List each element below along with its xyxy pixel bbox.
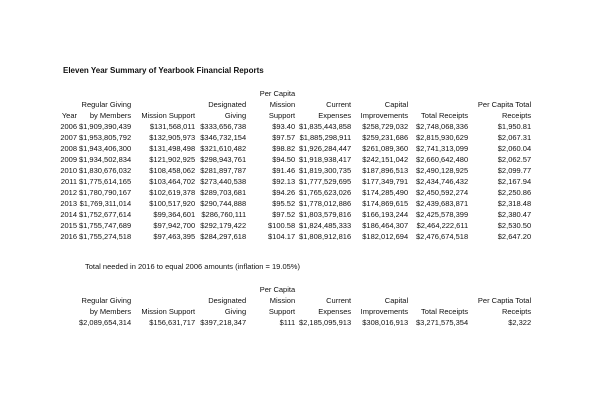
table-cell: $2,490,128,925 (416, 166, 469, 175)
table-cell: $97,463,395 (153, 232, 196, 241)
table-cell: $273,440,538 (200, 177, 247, 186)
column-header: Improvements (360, 111, 409, 120)
header-row (52, 306, 533, 317)
table-cell: $94.26 (272, 188, 296, 197)
table-cell: $242,151,042 (362, 155, 409, 164)
table-cell: $259,231,686 (362, 133, 409, 142)
table-cell: $108,458,062 (149, 166, 196, 175)
table-cell: 2012 (60, 188, 77, 197)
table-cell: $100,517,920 (149, 199, 196, 208)
table-cell: $1,885,298,911 (299, 133, 352, 142)
table-cell: $1,830,676,032 (79, 166, 132, 175)
column-header: Mission (269, 100, 296, 109)
column-header: Receipts (501, 111, 532, 120)
column-header: Per Capita Total (477, 100, 532, 109)
column-header: Improvements (360, 307, 409, 316)
column-header: Expenses (318, 307, 352, 316)
table-cell: $174,869,615 (362, 199, 409, 208)
table-cell: 2014 (60, 210, 77, 219)
table-cell: $3,271,575,354 (416, 318, 469, 327)
table-cell: $2,450,592,274 (416, 188, 469, 197)
column-header (133, 88, 197, 99)
table-cell: $1,780,790,167 (79, 188, 132, 197)
table-row (52, 231, 533, 242)
table-cell: $2,380.47 (497, 210, 532, 219)
column-header: Giving (224, 307, 247, 316)
table-row (52, 187, 533, 198)
table-cell: $177,349,791 (362, 177, 409, 186)
table-cell: $2,425,578,399 (416, 210, 469, 219)
table-cell: $2,434,746,432 (416, 177, 469, 186)
table-cell: $1,824,485,333 (299, 221, 352, 230)
table-cell: $1,769,311,014 (79, 199, 132, 208)
table-row (52, 209, 533, 220)
table-body (52, 317, 533, 328)
table-row (52, 165, 533, 176)
table-body (52, 121, 533, 242)
table-cell: $95.52 (272, 199, 296, 208)
table-cell: $1,950.81 (497, 122, 532, 131)
column-header: Current (326, 296, 352, 305)
column-header: Total Receipts (421, 307, 469, 316)
table-cell: 2011 (60, 177, 77, 186)
table-cell: $103,464,702 (149, 177, 196, 186)
column-header (197, 88, 248, 99)
column-header (52, 284, 79, 295)
column-header: Year (61, 111, 77, 120)
table-cell: 2006 (60, 122, 77, 131)
table-cell: $2,748,068,336 (416, 122, 469, 131)
table-cell: $1,943,406,300 (79, 144, 132, 153)
table-cell: $1,808,912,816 (299, 232, 352, 241)
table-cell: $292,179,422 (200, 221, 247, 230)
column-header (410, 295, 470, 306)
table-cell: $1,835,443,858 (299, 122, 352, 131)
header-row (52, 295, 533, 306)
column-header: Capital (384, 296, 409, 305)
table-cell: $156,631,717 (149, 318, 196, 327)
table-cell: $91.46 (272, 166, 296, 175)
table-cell: $99,364,601 (153, 210, 196, 219)
table-cell: $2,815,930,629 (416, 133, 469, 142)
column-header: Mission Support (141, 307, 196, 316)
table-cell: $132,905,973 (149, 133, 196, 142)
column-header: Per Captia Total (477, 296, 532, 305)
table-cell: $97.57 (272, 133, 296, 142)
table-cell: $131,568,011 (149, 122, 196, 131)
column-header (353, 284, 410, 295)
table-cell: $1,778,012,886 (299, 199, 352, 208)
table-cell: $1,755,747,689 (79, 221, 132, 230)
column-header (52, 295, 79, 306)
inflation-adjusted-table (52, 284, 533, 328)
column-header: Regular Giving (81, 296, 132, 305)
column-header: by Members (89, 111, 132, 120)
table-cell: $2,060.04 (497, 144, 532, 153)
table-cell: 2016 (60, 232, 77, 241)
table-cell: $1,765,623,026 (299, 188, 352, 197)
table-row (52, 317, 533, 328)
table-cell: $97,942,700 (153, 221, 196, 230)
table-cell: $1,926,284,447 (299, 144, 352, 153)
table-row (52, 132, 533, 143)
table-cell: $1,755,274,518 (79, 232, 132, 241)
column-header (353, 88, 410, 99)
table-cell: $131,498,498 (149, 144, 196, 153)
yearly-summary-table (52, 88, 533, 242)
table-cell: 2015 (60, 221, 77, 230)
table-cell: $290,744,888 (200, 199, 247, 208)
column-header: Per Capita (259, 89, 296, 98)
table-cell: $308,016,913 (362, 318, 409, 327)
column-header: Receipts (501, 307, 532, 316)
column-header (470, 88, 533, 99)
column-header (470, 284, 533, 295)
table-cell: $104.17 (268, 232, 296, 241)
table-cell: $261,089,360 (362, 144, 409, 153)
header-row (52, 110, 533, 121)
column-header (79, 284, 133, 295)
column-header (410, 99, 470, 110)
table-cell: $111 (279, 318, 296, 327)
table-cell: $281,897,787 (200, 166, 247, 175)
column-header: Regular Giving (81, 100, 132, 109)
column-header (79, 88, 133, 99)
table-cell: $284,297,618 (200, 232, 247, 241)
table-cell: $333,656,738 (200, 122, 247, 131)
table-cell: $2,530.50 (497, 221, 532, 230)
column-header: Mission Support (141, 111, 196, 120)
table-cell: $1,819,300,735 (299, 166, 352, 175)
column-header (297, 284, 353, 295)
table-cell: $289,703,681 (200, 188, 247, 197)
column-header: Support (268, 111, 296, 120)
column-header (52, 99, 79, 110)
table-cell: $258,729,032 (362, 122, 409, 131)
column-header (410, 88, 470, 99)
table-cell: $2,660,642,480 (416, 155, 469, 164)
table-cell: $1,775,614,165 (79, 177, 132, 186)
table-cell: $2,318.48 (497, 199, 532, 208)
column-header (297, 88, 353, 99)
column-header: Mission (269, 296, 296, 305)
table-cell: $1,777,529,695 (299, 177, 352, 186)
table-cell: $186,464,307 (362, 221, 409, 230)
table-cell: $182,012,694 (362, 232, 409, 241)
table-cell: $2,476,674,518 (416, 232, 469, 241)
column-header (133, 284, 197, 295)
table-cell: $1,918,938,417 (299, 155, 352, 164)
table-header (52, 88, 533, 121)
table-row (52, 121, 533, 132)
table-cell: $298,943,761 (200, 155, 247, 164)
column-header: Per Capita (259, 285, 296, 294)
column-header (197, 284, 248, 295)
table-row (52, 143, 533, 154)
table-cell: 2008 (60, 144, 77, 153)
column-header (133, 295, 197, 306)
table-cell: $1,803,579,816 (299, 210, 352, 219)
column-header: Expenses (318, 111, 352, 120)
table-cell: $97.52 (272, 210, 296, 219)
table-cell: $1,909,390,439 (79, 122, 132, 131)
table-cell: $2,067.31 (497, 133, 532, 142)
table-cell: $2,167.94 (497, 177, 532, 186)
page-title: Eleven Year Summary of Yearbook Financial Reports (63, 66, 264, 75)
table-cell (52, 317, 79, 328)
table-cell: $2,647.20 (497, 232, 532, 241)
table-cell: $321,610,482 (200, 144, 247, 153)
column-header (133, 99, 197, 110)
table-cell: $93.40 (272, 122, 296, 131)
table-cell: $121,902,925 (149, 155, 196, 164)
table-cell: $94.50 (272, 155, 296, 164)
column-header: Designated (208, 296, 247, 305)
inflation-note: Total needed in 2016 to equal 2006 amounts (inflation = 19.05%) (85, 262, 300, 271)
table-cell: $2,099.77 (497, 166, 532, 175)
table-cell: $286,760,111 (201, 210, 247, 219)
table-cell: $1,934,502,834 (79, 155, 132, 164)
table-cell: $2,250.86 (497, 188, 532, 197)
table-cell: $1,752,677,614 (79, 210, 132, 219)
table-cell: $2,464,222,611 (416, 221, 469, 230)
table-cell: $100.58 (268, 221, 296, 230)
column-header: by Members (89, 307, 132, 316)
table-cell: $102,619,378 (149, 188, 196, 197)
table-cell: $2,322 (508, 318, 532, 327)
table-cell: $166,193,244 (362, 210, 409, 219)
table-cell: $2,089,654,314 (79, 318, 132, 327)
column-header: Giving (224, 111, 247, 120)
table-cell: $2,185,095,913 (299, 318, 352, 327)
table-cell: 2010 (60, 166, 77, 175)
column-header: Current (326, 100, 352, 109)
column-header (52, 306, 79, 317)
header-row (52, 88, 533, 99)
table-cell: $187,896,513 (362, 166, 409, 175)
table-cell: $2,062.57 (497, 155, 532, 164)
table-cell: $92.13 (272, 177, 296, 186)
table-cell: 2013 (60, 199, 77, 208)
table-row (52, 154, 533, 165)
table-row (52, 220, 533, 231)
table-cell: $1,953,805,792 (79, 133, 132, 142)
table-cell: $98.82 (272, 144, 296, 153)
column-header: Capital (384, 100, 409, 109)
table-row (52, 198, 533, 209)
header-row (52, 99, 533, 110)
column-header: Designated (208, 100, 247, 109)
table-cell: $2,439,683,871 (416, 199, 469, 208)
table-cell: $174,285,490 (362, 188, 409, 197)
table-cell: 2009 (60, 155, 77, 164)
table-cell: 2007 (60, 133, 77, 142)
table-cell: $397,218,347 (200, 318, 247, 327)
table-header (52, 284, 533, 317)
table-row (52, 176, 533, 187)
table-cell: $346,732,154 (200, 133, 247, 142)
column-header (52, 88, 79, 99)
header-row (52, 284, 533, 295)
column-header: Total Receipts (421, 111, 469, 120)
column-header (410, 284, 470, 295)
column-header: Support (268, 307, 296, 316)
table-cell: $2,741,313,099 (416, 144, 469, 153)
